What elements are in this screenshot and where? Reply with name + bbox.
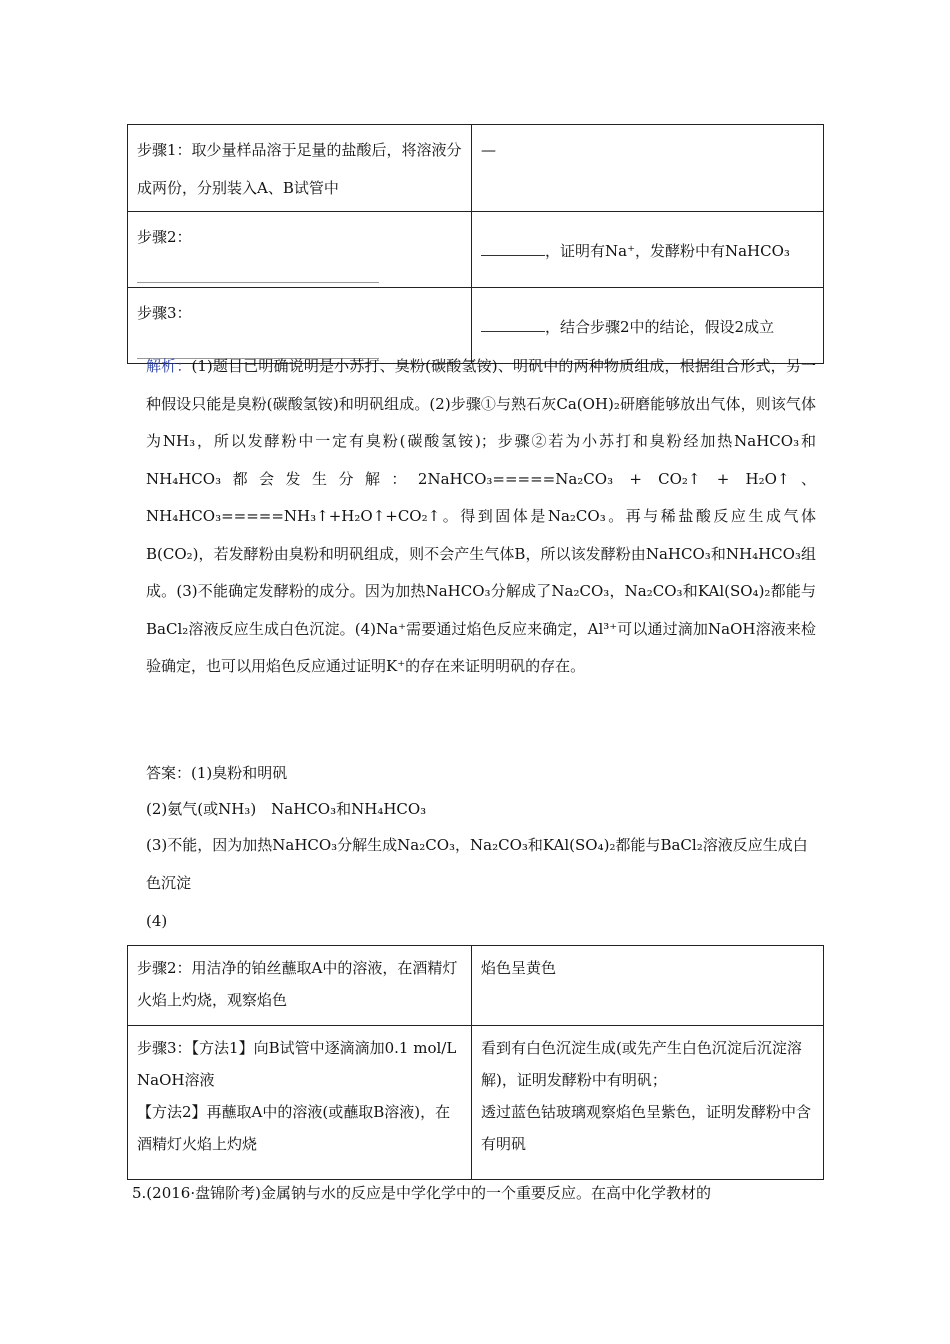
analysis-paragraph bbox=[146, 348, 816, 686]
table-cell: 步骤2：用洁净的铂丝蘸取A中的溶液，在酒精灯火焰上灼烧，观察焰色 bbox=[128, 946, 472, 1026]
method-1-text: 步骤3：【方法1】向B试管中逐滴滴加0.1 mol/L NaOH溶液 bbox=[137, 1039, 457, 1089]
method-2-text: 【方法2】再蘸取A中的溶液(或蘸取B溶液)，在酒精灯火焰上灼烧 bbox=[137, 1103, 451, 1153]
answer-line-1: 答案：(1)臭粉和明矾 bbox=[146, 764, 288, 782]
answer-line-2: (2)氨气(或NH₃) NaHCO₃和NH₄HCO₃ bbox=[146, 800, 427, 818]
table-cell bbox=[128, 1026, 472, 1180]
table-cell bbox=[128, 212, 472, 288]
answer-line-3: (3)不能，因为加热NaHCO₃分解生成Na₂CO₃，Na₂CO₃和KAl(SO₄)₂都能与BaCl₂溶液反应生成白色沉淀 bbox=[146, 836, 808, 892]
answer-line-4: (4) bbox=[146, 912, 168, 930]
table-cell: 焰色呈黄色 bbox=[472, 946, 824, 1026]
table-cell: — bbox=[472, 125, 824, 212]
experiment-table-2 bbox=[127, 945, 824, 1180]
answer-blank bbox=[481, 239, 545, 256]
cell-text: ，结合步骤2中的结论，假设2成立 bbox=[545, 317, 775, 336]
table-cell: 步骤1：取少量样品溶于足量的盐酸后，将溶液分成两份，分别装入A、B试管中 bbox=[128, 125, 472, 212]
answer-blank bbox=[481, 315, 545, 332]
method-1-result: 看到有白色沉淀生成(或先产生白色沉淀后沉淀溶解)，证明发酵粉中有明矾； bbox=[481, 1039, 802, 1089]
table-row bbox=[128, 125, 824, 212]
cell-text: ，证明有Na⁺，发酵粉中有NaHCO₃ bbox=[545, 241, 790, 260]
step-label: 步骤3： bbox=[137, 304, 192, 322]
analysis-text: (1)题目已明确说明是小苏打、臭粉(碳酸氢铵)、明矾中的两种物质组成，根据组合形式，另一种假设只能是臭粉(碳酸氢铵)和明矾组成。(2)步骤①与熟石灰Ca(OH)₂研磨能够放出气体，则该气体为NH₃，所以发酵粉中一定有臭粉(碳酸氢铵)；步骤②若为小苏打和臭粉经加热NaHCO₃和NH₄HCO₃都会发生分解：2NaHCO₃=====Na₂CO₃ + CO₂↑ + H₂O↑、NH₄HCO₃=====NH₃↑+H₂O↑+CO₂↑。得到固体是Na₂CO₃。再与稀盐酸反应生成气体B(CO₂)，若发酵粉由臭粉和明矾组成，则不会产生气体B，所以该发酵粉由NaHCO₃和NH₄HCO₃组成。(3)不能确定发酵粉的成分。因为加热NaHCO₃分解成了Na₂CO₃，Na₂CO₃和KAl(SO₄)₂都能与BaCl₂溶液反应生成白色沉淀。(4)Na⁺需要通过焰色反应来确定，Al³⁺可以通过滴加NaOH溶液来检验确定，也可以用焰色反应通过证明K⁺的存在来证明明矾的存在。 bbox=[146, 357, 816, 675]
table-row bbox=[128, 1026, 824, 1180]
table-cell bbox=[472, 212, 824, 288]
experiment-table-1 bbox=[127, 124, 824, 364]
answer-blank-line bbox=[137, 264, 379, 283]
analysis-label: 解析： bbox=[146, 357, 192, 375]
table-row bbox=[128, 946, 824, 1026]
table-cell bbox=[472, 1026, 824, 1180]
step-label: 步骤2： bbox=[137, 228, 192, 246]
question-5: 5.(2016·盘锦阶考)金属钠与水的反应是中学化学中的一个重要反应。在高中化学教材的 bbox=[132, 1184, 711, 1202]
table-row bbox=[128, 212, 824, 288]
method-2-result: 透过蓝色钴玻璃观察焰色呈紫色，证明发酵粉中含有明矾 bbox=[481, 1103, 812, 1153]
